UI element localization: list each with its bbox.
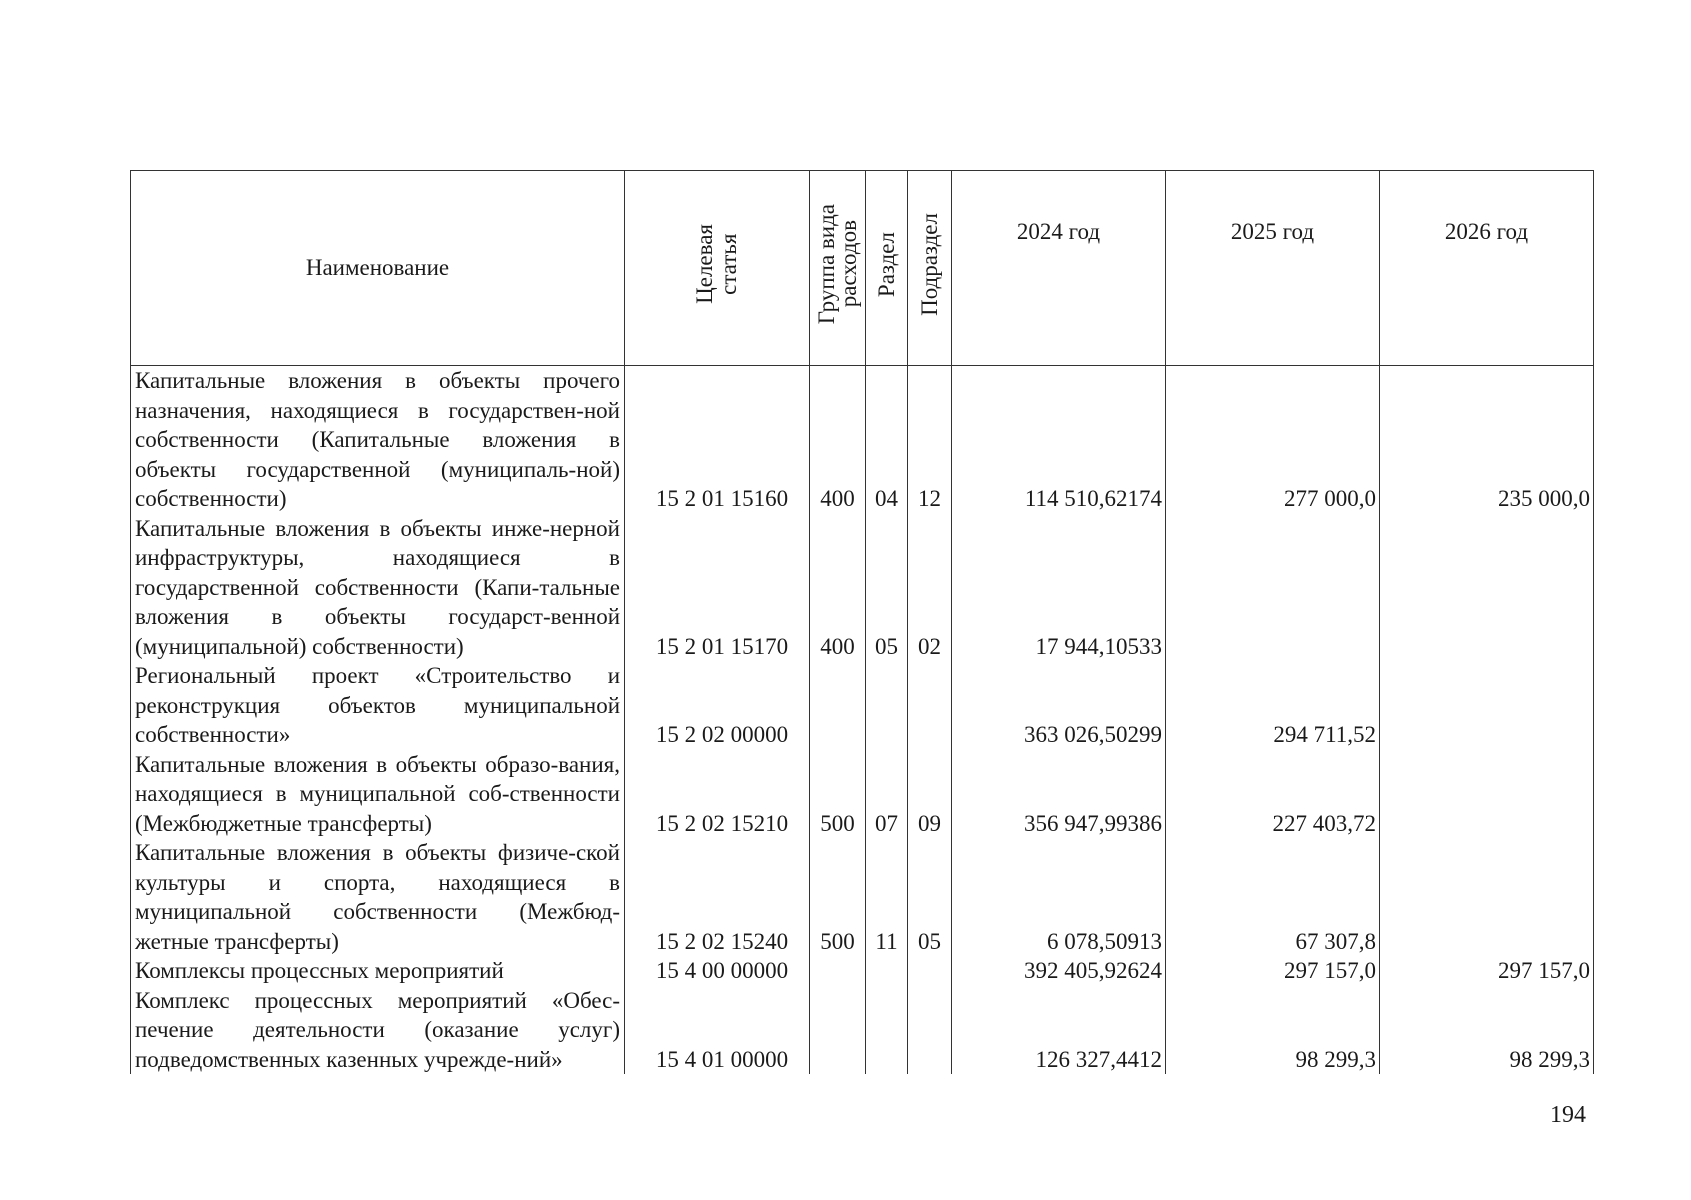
row-target-article: 15 4 00 00000 [625,956,810,986]
header-subsection: Подраздел [908,171,952,366]
row-subsection [908,986,952,1075]
header-2025: 2025 год [1166,171,1380,366]
row-target-article: 15 2 02 15210 [625,750,810,839]
row-section [866,956,908,986]
row-name: Капитальные вложения в объекты физиче-ской культуры и спорта, находящиеся в муниципальной собственности (Межбюд-жетные трансферты) [131,838,625,956]
page-number: 194 [1550,1102,1586,1128]
table-row [131,750,1594,839]
row-expense-group [810,986,866,1075]
table-row [131,366,1594,514]
row-section: 04 [866,366,908,514]
row-expense-group [810,661,866,750]
row-value-2026 [1380,661,1594,750]
row-target-article: 15 2 02 00000 [625,661,810,750]
row-value-2025: 98 299,3 [1166,986,1380,1075]
row-value-2026 [1380,514,1594,662]
row-value-2024: 17 944,10533 [952,514,1166,662]
row-expense-group: 400 [810,514,866,662]
table-row [131,661,1594,750]
row-name: Капитальные вложения в объекты инже-нерной инфраструктуры, находящиеся в государственной собственности (Капи-тальные вложения в объекты государст-венной (муниципальной) собственности) [131,514,625,662]
table-row [131,838,1594,956]
header-name: Наименование [131,171,625,366]
row-value-2026 [1380,838,1594,956]
header-section: Раздел [866,171,908,366]
row-name: Региональный проект «Строительство и реконструкция объектов муниципальной собственности» [131,661,625,750]
row-target-article: 15 2 01 15160 [625,366,810,514]
row-name: Комплексы процессных мероприятий [131,956,625,986]
row-subsection: 02 [908,514,952,662]
budget-table [130,170,1594,1074]
row-name: Капитальные вложения в объекты образо-вания, находящиеся в муниципальной соб-ственности (Межбюджетные трансферты) [131,750,625,839]
row-subsection: 05 [908,838,952,956]
row-value-2024: 6 078,50913 [952,838,1166,956]
row-expense-group: 500 [810,750,866,839]
row-value-2025: 277 000,0 [1166,366,1380,514]
row-value-2026: 235 000,0 [1380,366,1594,514]
row-expense-group: 500 [810,838,866,956]
row-subsection: 12 [908,366,952,514]
row-value-2024: 363 026,50299 [952,661,1166,750]
table-row [131,986,1594,1075]
row-value-2025: 227 403,72 [1166,750,1380,839]
table-row [131,514,1594,662]
row-subsection [908,956,952,986]
row-value-2025 [1166,514,1380,662]
row-section: 11 [866,838,908,956]
row-section [866,661,908,750]
row-name: Капитальные вложения в объекты прочего назначения, находящиеся в государствен-ной собственности (Капитальные вложения в объекты государственной (муниципаль-ной) собственности) [131,366,625,514]
table-body [131,366,1594,1075]
row-section: 07 [866,750,908,839]
row-value-2024: 392 405,92624 [952,956,1166,986]
header-target-article: Целевая статья [625,171,810,366]
row-value-2024: 114 510,62174 [952,366,1166,514]
row-subsection: 09 [908,750,952,839]
row-subsection [908,661,952,750]
row-target-article: 15 2 01 15170 [625,514,810,662]
row-section: 05 [866,514,908,662]
row-target-article: 15 2 02 15240 [625,838,810,956]
header-2024: 2024 год [952,171,1166,366]
row-value-2024: 356 947,99386 [952,750,1166,839]
row-value-2026 [1380,750,1594,839]
row-name: Комплекс процессных мероприятий «Обес-печение деятельности (оказание услуг) подведомственных казенных учрежде-ний» [131,986,625,1075]
row-target-article: 15 4 01 00000 [625,986,810,1075]
row-value-2025: 297 157,0 [1166,956,1380,986]
row-value-2025: 294 711,52 [1166,661,1380,750]
table-row [131,956,1594,986]
row-section [866,986,908,1075]
header-expense-group: Группа вида расходов [810,171,866,366]
row-expense-group [810,956,866,986]
row-value-2025: 67 307,8 [1166,838,1380,956]
table-header-row [131,171,1594,366]
header-2026: 2026 год [1380,171,1594,366]
row-value-2024: 126 327,4412 [952,986,1166,1075]
row-value-2026: 297 157,0 [1380,956,1594,986]
row-expense-group: 400 [810,366,866,514]
row-value-2026: 98 299,3 [1380,986,1594,1075]
